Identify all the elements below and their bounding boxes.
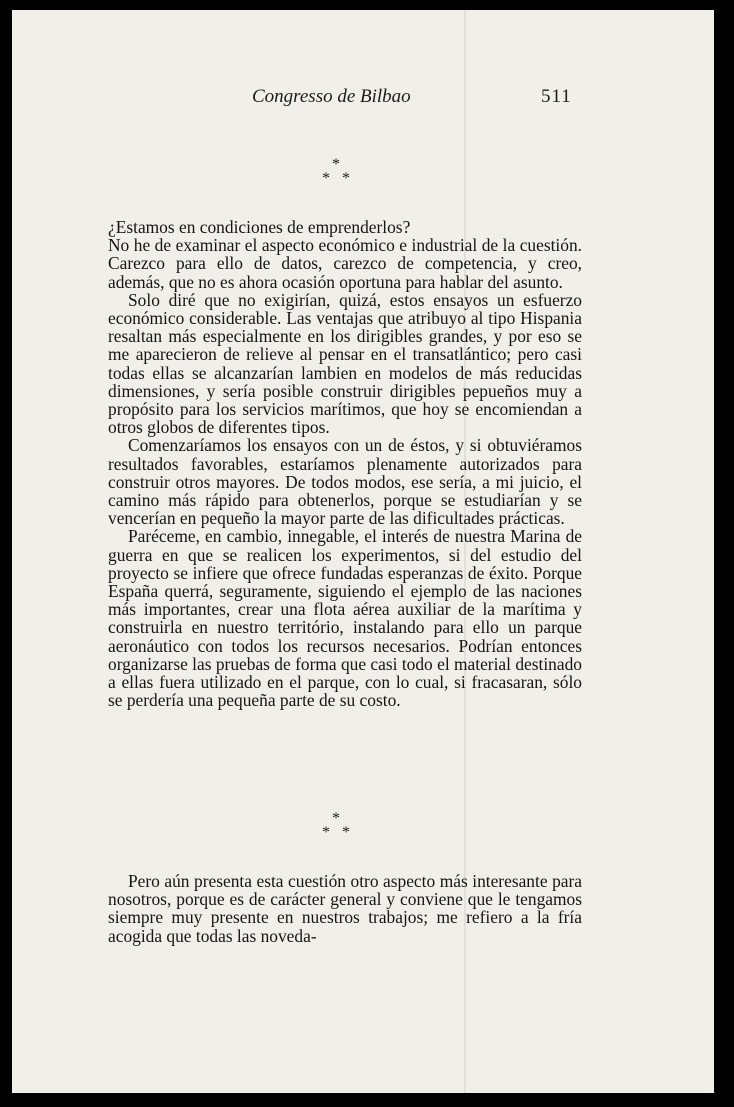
- asterism-separator-top: [310, 156, 370, 196]
- paragraph: Pero aún presenta esta cuestión otro aspecto más interesante para nosotros, porque es de carácter general y conviene que le tengamos siempre muy presente en nuestros trabajos; me refiero a la fría acogida que todas las noveda-: [108, 871, 582, 946]
- asterisk-glyph: *: [322, 824, 330, 841]
- paragraph: Solo diré que no exigirían, quizá, estos ensayos un esfuerzo económico considerable. Las ventajas que atribuyo al tipo Hispania resaltan más especialmente en los dirigibles grandes, y por eso se me aparecieron de relieve al pensar en el transatlántico; pero casi todas ellas se alcanzarían lambien en modelos de más reducidas dimensiones, y sería posible construir dirigibles pepueños muy a propósito para los servicios marítimos, que hoy se encomiendan a otros globos de diferentes tipos.: [108, 289, 582, 438]
- asterisk-glyph: *: [332, 156, 340, 173]
- paragraph: No he de examinar el aspecto económico e industrial de la cuestión. Carezco para ello de datos, carezco de competencia, y creo, además, que no es ahora ocasión oportuna para hablar del asunto.: [108, 235, 582, 292]
- running-title: Congresso de Bilbao: [252, 86, 411, 107]
- asterisk-glyph: *: [342, 170, 350, 187]
- asterism-separator-bottom: [310, 810, 370, 850]
- page-number: 511: [541, 86, 572, 107]
- page-header: [12, 86, 714, 114]
- paragraph: Comenzaríamos los ensayos con un de éstos, y si obtuviéramos resultados favorables, estaríamos plenamente autorizados para construir otros mayores. De todos modos, ese sería, a mi juicio, el camino más rápido para obtenerlos, porque se estudiarían y se vencerían en pequeño la mayor parte de las dificultades prácticas.: [108, 435, 582, 529]
- asterisk-glyph: *: [342, 824, 350, 841]
- asterisk-glyph: *: [332, 810, 340, 827]
- book-page: [12, 10, 714, 1093]
- asterisk-glyph: *: [322, 170, 330, 187]
- paragraph: ¿Estamos en condiciones de emprenderlos?: [108, 217, 411, 237]
- paragraph: Paréceme, en cambio, innegable, el interés de nuestra Marina de guerra en que se realicen los experimentos, si del estudio del proyecto se infiere que ofrece fundadas esperanzas de éxito. Porque España querrá, seguramente, siguiendo el ejemplo de las naciones más importantes, crear una flota aérea auxiliar de la marítima y construirla en nuestro território, instalando para ello un parque aeronáutico con todos los recursos necesarios. Podrían entonces organizarse las pruebas de forma que casi todo el material destinado a ellas fuera utilizado en el parque, con lo cual, si fracasaran, sólo se perdería una pequeña parte de su costo.: [108, 526, 582, 711]
- text-section-2: [108, 872, 582, 945]
- text-section-1: [108, 218, 582, 709]
